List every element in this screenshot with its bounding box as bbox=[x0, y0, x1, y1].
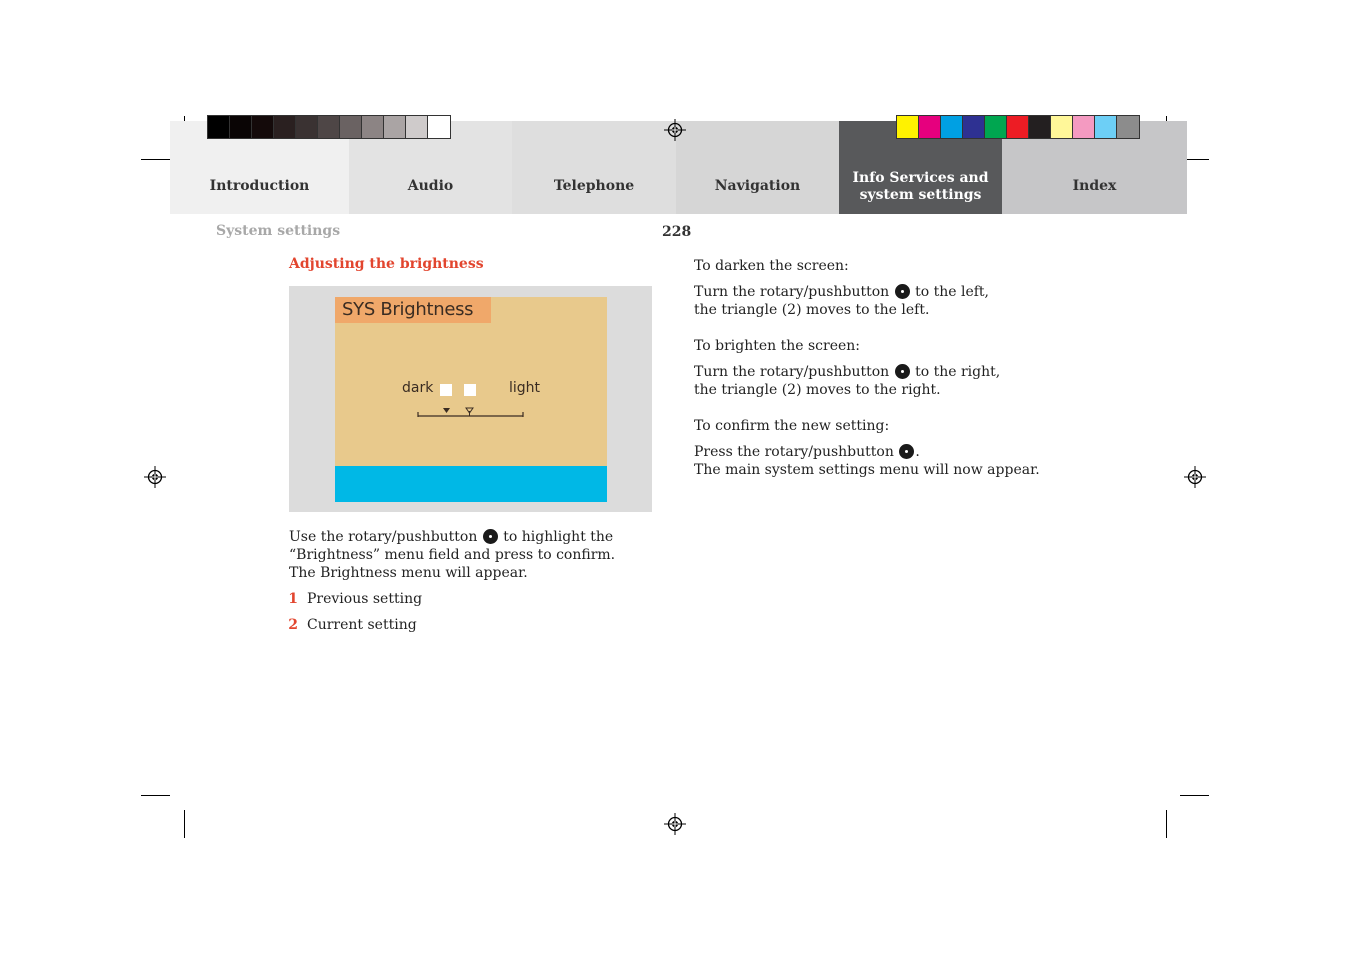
color-swatch bbox=[384, 116, 406, 138]
tab-label: Info Services and system settings bbox=[852, 170, 989, 203]
text-line: the triangle (2) moves to the left. bbox=[694, 302, 930, 318]
text-line: The Brightness menu will appear. bbox=[289, 565, 528, 581]
step-title: To confirm the new setting: bbox=[694, 418, 890, 434]
step-title: To darken the screen: bbox=[694, 258, 849, 274]
color-swatch bbox=[897, 116, 919, 138]
text-line: to highlight the bbox=[503, 529, 614, 545]
text-line: to the right, bbox=[915, 364, 1001, 380]
color-swatch bbox=[230, 116, 252, 138]
color-swatch bbox=[274, 116, 296, 138]
color-swatch bbox=[963, 116, 985, 138]
tab-telephone[interactable] bbox=[512, 121, 676, 214]
instructions-right bbox=[694, 257, 1114, 479]
tab-label: Audio bbox=[407, 178, 454, 194]
color-swatch bbox=[1007, 116, 1029, 138]
text-line: “Brightness” menu field and press to confirm. bbox=[289, 547, 616, 563]
tab-label: Introduction bbox=[209, 178, 310, 194]
text-line: the triangle (2) moves to the right. bbox=[694, 382, 941, 398]
section-title: System settings bbox=[216, 223, 341, 239]
text-line: . bbox=[915, 444, 920, 460]
color-swatch bbox=[1117, 116, 1139, 138]
tab-label: Index bbox=[1072, 178, 1117, 194]
step-title: To brighten the screen: bbox=[694, 338, 861, 354]
registration-target-icon bbox=[664, 813, 686, 835]
color-swatch bbox=[296, 116, 318, 138]
screen-title: SYS Brightness bbox=[335, 297, 491, 323]
label-dark: dark bbox=[402, 380, 434, 396]
brightness-scale bbox=[415, 405, 527, 419]
tab-label: Navigation bbox=[714, 178, 801, 194]
text-line: Use the rotary/pushbutton bbox=[289, 529, 478, 545]
registration-target-icon bbox=[144, 466, 166, 488]
tab-navigation[interactable] bbox=[676, 121, 839, 214]
section-heading: Adjusting the brightness bbox=[289, 256, 484, 272]
step-text bbox=[694, 363, 1114, 399]
paragraph bbox=[289, 528, 659, 582]
crop-mark bbox=[141, 795, 170, 796]
color-swatch bbox=[318, 116, 340, 138]
legend-text: Previous setting bbox=[307, 591, 423, 607]
text-line: Press the rotary/pushbutton bbox=[694, 444, 894, 460]
current-setting-marker bbox=[464, 384, 476, 396]
color-swatch bbox=[252, 116, 274, 138]
step-text bbox=[694, 283, 1114, 319]
color-swatch bbox=[428, 116, 450, 138]
registration-target-icon bbox=[664, 119, 686, 141]
registration-target-icon bbox=[1184, 466, 1206, 488]
legend-item bbox=[280, 590, 659, 608]
color-swatch bbox=[919, 116, 941, 138]
instructions-left bbox=[289, 528, 659, 634]
color-swatch bbox=[208, 116, 230, 138]
color-swatch bbox=[1095, 116, 1117, 138]
crop-mark bbox=[184, 810, 185, 838]
color-swatch bbox=[1029, 116, 1051, 138]
step-text bbox=[694, 443, 1114, 479]
color-swatch bbox=[985, 116, 1007, 138]
previous-setting-marker bbox=[440, 384, 452, 396]
text-line: Turn the rotary/pushbutton bbox=[694, 284, 890, 300]
grayscale-calibration-bar bbox=[207, 115, 451, 139]
tab-label: Telephone bbox=[553, 178, 635, 194]
legend-number: 1 bbox=[288, 591, 298, 607]
legend-item bbox=[280, 616, 659, 634]
text-line: The main system settings menu will now appear. bbox=[694, 462, 1040, 478]
color-swatch bbox=[362, 116, 384, 138]
color-swatch bbox=[1073, 116, 1095, 138]
color-calibration-bar bbox=[896, 115, 1140, 139]
color-swatch bbox=[941, 116, 963, 138]
rotary-pushbutton-icon bbox=[895, 364, 910, 379]
color-swatch bbox=[406, 116, 428, 138]
screen-status-bar bbox=[335, 466, 607, 502]
rotary-pushbutton-icon bbox=[895, 284, 910, 299]
color-swatch bbox=[1051, 116, 1073, 138]
rotary-pushbutton-icon bbox=[483, 529, 498, 544]
crop-mark bbox=[1166, 810, 1167, 838]
legend-text: Current setting bbox=[307, 617, 417, 633]
text-line: to the left, bbox=[915, 284, 989, 300]
label-light: light bbox=[509, 380, 541, 396]
crop-mark bbox=[141, 159, 170, 160]
rotary-pushbutton-icon bbox=[899, 444, 914, 459]
page-number: 228 bbox=[662, 224, 692, 240]
text-line: Turn the rotary/pushbutton bbox=[694, 364, 890, 380]
brightness-screen bbox=[335, 297, 607, 502]
color-swatch bbox=[340, 116, 362, 138]
crop-mark bbox=[1180, 795, 1209, 796]
legend-number: 2 bbox=[288, 617, 298, 633]
